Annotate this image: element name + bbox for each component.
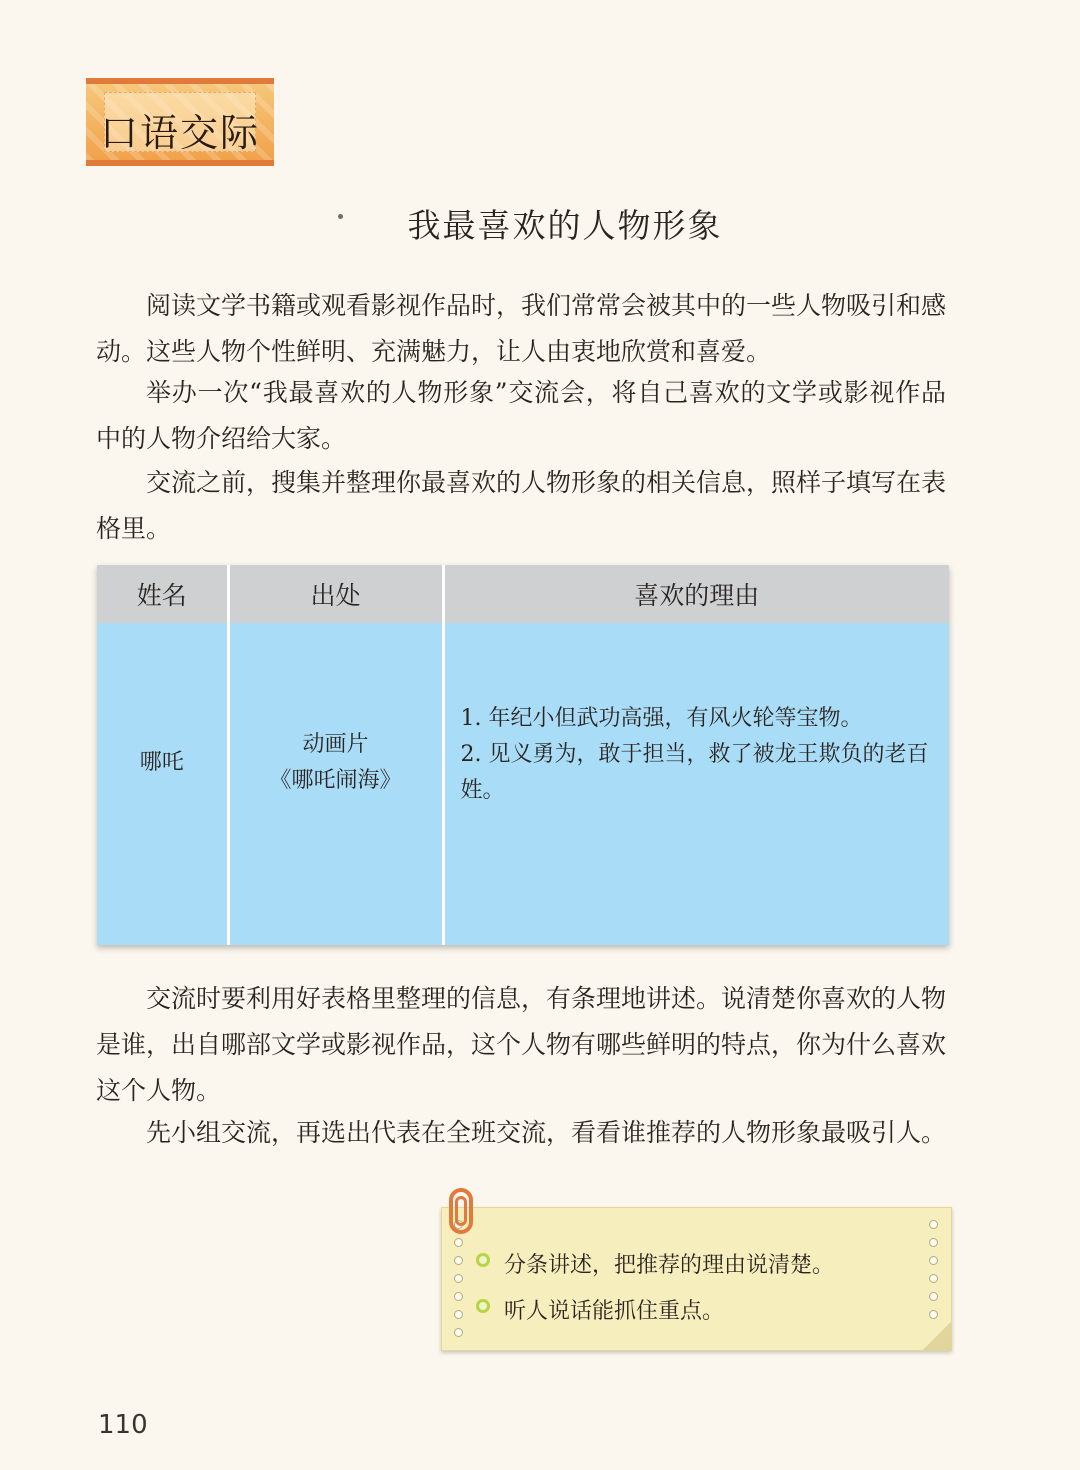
cell-source: [228, 623, 443, 945]
header-name: 姓名: [97, 565, 228, 623]
tip-text: 分条讲述，把推荐的理由说清楚。: [504, 1253, 835, 1278]
paperclip-inner: [455, 1196, 467, 1226]
tip-text: 听人说话能抓住重点。: [504, 1299, 725, 1324]
paragraph-instruction: 交流之前，搜集并整理你最喜欢的人物形象的相关信息，照样子填写在表格里。: [96, 468, 947, 543]
source-title: 《哪吒闹海》: [269, 768, 402, 793]
bullet-circle-icon: [476, 1299, 490, 1313]
section-label: 口语交际: [99, 111, 260, 155]
paragraph-activity: 先小组交流，再选出代表在全班交流，看看谁推荐的人物形象最吸引人。: [146, 1118, 947, 1147]
paragraph-guidance: 交流时要利用好表格里整理的信息，有条理地讲述。说清楚你喜欢的人物是谁，出自哪部文学或影视作品，这个人物有哪些鲜明的特点，你为什么喜欢这个人物。: [96, 984, 947, 1105]
tip-item: [504, 1248, 834, 1279]
character-table: [97, 565, 949, 945]
table-row: [97, 623, 949, 945]
binder-holes: [454, 1220, 464, 1346]
page-number: 110: [98, 1410, 148, 1440]
cell-reason: [443, 623, 949, 945]
tip-item: [504, 1294, 724, 1325]
page-curl-icon: [922, 1321, 952, 1351]
bullet-circle-icon: [476, 1253, 490, 1267]
tip-card: [441, 1207, 952, 1351]
reason-item: 2. 见义勇为，敢于担当，救了被龙王欺负的老百姓。: [460, 742, 929, 803]
table-header-row: [97, 565, 949, 623]
paragraph-intro: 阅读文学书籍或观看影视作品时，我们常常会被其中的一些人物吸引和感动。这些人物个性鲜明、充满魅力，让人由衷地欣赏和喜爱。: [96, 291, 947, 366]
header-source: 出处: [228, 565, 443, 623]
source-type: 动画片: [302, 732, 369, 757]
reason-item: 1. 年纪小但武功高强，有风火轮等宝物。: [460, 706, 863, 731]
cell-name: 哪吒: [97, 623, 228, 945]
section-badge: [86, 78, 274, 166]
page-title: 我最喜欢的人物形象: [407, 206, 723, 245]
paragraph-event: 举办一次“我最喜欢的人物形象”交流会，将自己喜欢的文学或影视作品中的人物介绍给大家。: [96, 378, 946, 453]
header-reason: 喜欢的理由: [443, 565, 949, 623]
